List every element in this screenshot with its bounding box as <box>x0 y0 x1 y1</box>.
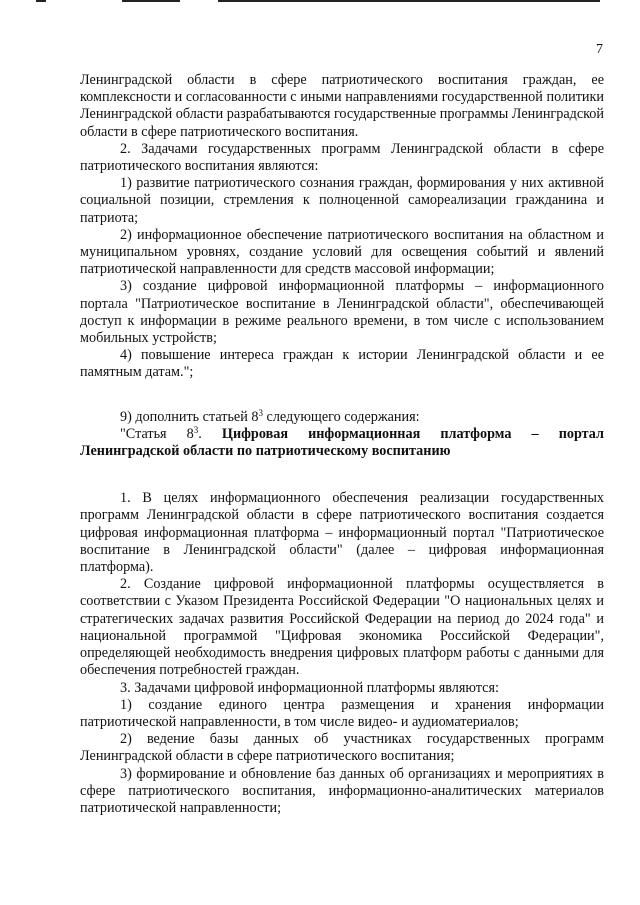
document-body <box>80 72 604 817</box>
paragraph-a1: 1. В целях информационного обеспечения реализации государственных программ Ленинградской области в сфере патриотического воспитания создается цифровая информационная платформа – информационный портал "Патриотическое воспитание в Ленинградской области" (далее – цифровая информационная платформа). <box>80 490 604 576</box>
paragraph-gap <box>80 382 604 409</box>
paragraph-p2_1: 1) развитие патриотического сознания граждан, формирования у них активной социальной позиции, стремления к полноценной самореализации гражданина и патриота; <box>80 175 604 226</box>
amendment-text: 9) дополнить статьей 8 <box>120 408 259 425</box>
paragraph-a3_2: 2) ведение базы данных об участниках государственных программ Ленинградской области в сфере патриотического воспитания; <box>80 731 604 765</box>
paragraph-gap <box>80 460 604 490</box>
paragraph-p2_2: 2) информационное обеспечение патриотического воспитания на областном и муниципальном уровнях, создание условий для освещения событий и явлений патриотической направленности для средств массовой информации; <box>80 226 604 278</box>
scan-top-marks <box>0 0 640 6</box>
paragraph-p2_3: 3) создание цифровой информационной платформы – информационного портала "Патриотическое воспитание в Ленинградской области", обеспечивающей доступ к информации в режиме реального времени, в том числе с использованием мобильных устройств; <box>80 278 604 347</box>
bottom-paragraphs <box>80 490 604 817</box>
superscript: 3 <box>258 407 263 418</box>
paragraph-a3: 3. Задачами цифровой информационной платформы являются: <box>120 679 499 696</box>
top-paragraphs <box>80 72 604 382</box>
paragraph-cont: Ленинградской области в сфере патриотического воспитания граждан, ее комплексности и согласованности с иными направлениями государственной политики Ленинградской области разрабатываются государственные программы Ленинградской области в сфере патриотического воспитания. <box>80 72 604 140</box>
paragraph-a3_1: 1) создание единого центра размещения и хранения информации патриотической направленности, в том числе видео- и аудиоматериалов; <box>80 696 604 730</box>
paragraph-a2: 2. Создание цифровой информационной платформы осуществляется в соответствии с Указом Президента Российской Федерации "О национальных целях и стратегических задачах развития Российской Федерации на период до 2024 года" и национальной программой "Цифровая экономика Российской Федерации", определяющей необходимость внедрения цифровых платформ работы с данными для обеспечения потребностей граждан. <box>80 576 604 679</box>
paragraph-a3_3: 3) формирование и обновление баз данных об организациях и мероприятиях в сфере патриотического воспитания, информационно-аналитических материалов патриотической направленности; <box>80 765 604 816</box>
amendment-text-end: следующего содержания: <box>262 408 420 425</box>
paragraph-p2_4: 4) повышение интереса граждан к истории Ленинградской области и ее памятным датам."; <box>80 347 604 381</box>
scan-mark <box>218 0 600 2</box>
article-title: Цифровая информационная платформа – портал Ленинградской области по патриотическому воспитанию <box>80 425 604 460</box>
article-prefix: "Статья 8 <box>120 425 194 442</box>
superscript: 3 <box>193 424 199 435</box>
page-number: 7 <box>596 42 603 57</box>
scan-mark <box>122 0 180 2</box>
article-dot: . <box>198 425 222 442</box>
scan-mark <box>36 0 46 2</box>
article-heading <box>80 426 604 460</box>
amendment-line <box>80 409 604 426</box>
paragraph-p2: 2. Задачами государственных программ Ленинградской области в сфере патриотического воспитания являются: <box>80 140 604 175</box>
